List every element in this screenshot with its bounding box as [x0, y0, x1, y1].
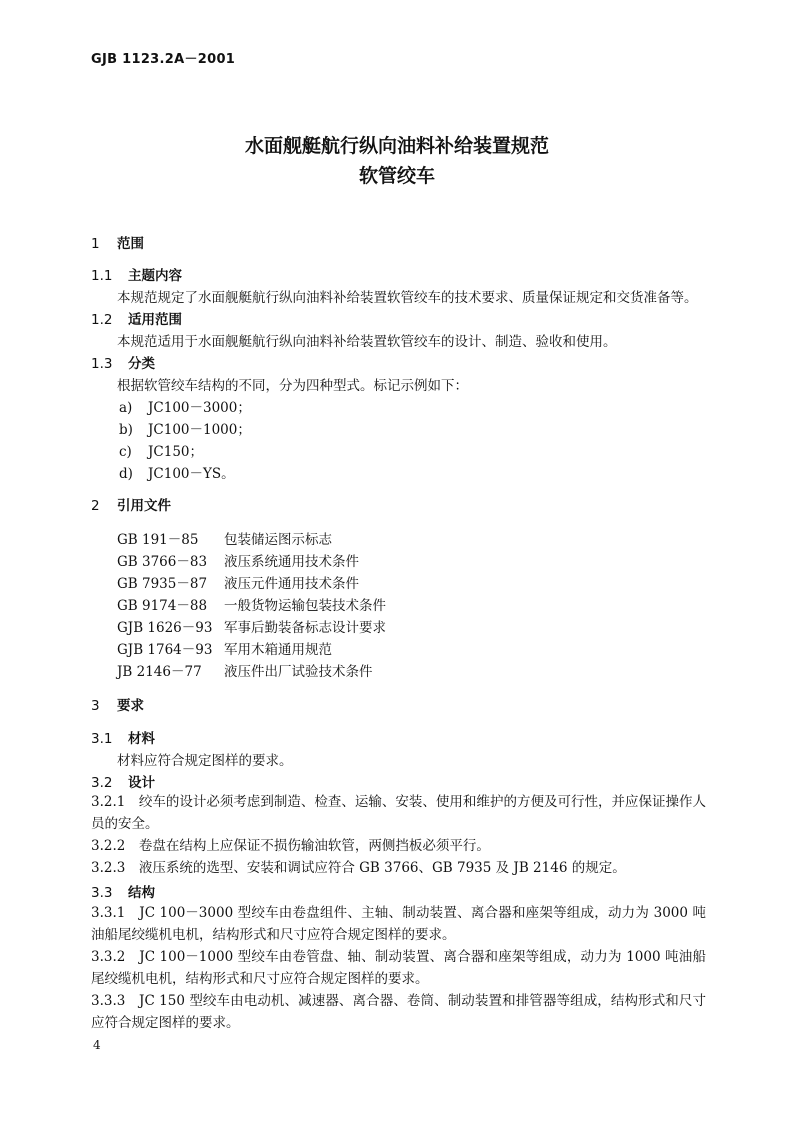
section-number: 1.2 — [91, 312, 113, 328]
section-label: 主题内容 — [128, 268, 182, 284]
section-1-1-heading — [91, 264, 182, 284]
list-item — [119, 418, 251, 438]
list-mark: d) — [119, 466, 133, 482]
section-1-1-text: 本规范规定了水面舰艇航行纵向油料补给装置软管绞车的技术要求、质量保证规定和交货准备等。 — [117, 290, 698, 306]
section-label: 要求 — [117, 698, 144, 714]
section-number: 1.3 — [91, 356, 113, 372]
clause-3-2-3: 3.2.3 液压系统的选型、安装和调试应符合 GB 3766、GB 7935 及 JB 2146 的规定。 — [91, 860, 626, 876]
reference-name: 一般货物运输包装技术条件 — [224, 598, 386, 614]
section-1-3-heading — [91, 352, 155, 372]
section-1-heading — [91, 232, 144, 252]
clause-3-2-2: 3.2.2 卷盘在结构上应保证不损伤输油软管，两侧挡板必须平行。 — [91, 838, 490, 854]
section-3-3-heading — [91, 881, 155, 901]
section-number: 3.2 — [91, 775, 113, 791]
reference-code: GB 3766－83 — [117, 554, 208, 570]
list-text: JC100－YS。 — [148, 466, 235, 482]
reference-code: GB 7935－87 — [117, 576, 208, 592]
reference-name: 液压元件通用技术条件 — [224, 576, 359, 592]
section-label: 材料 — [128, 731, 155, 747]
section-1-3-intro: 根据软管绞车结构的不同，分为四种型式。标记示例如下： — [117, 378, 468, 394]
clause-3-3-3: 3.3.3 JC 150 型绞车由电动机、减速器、离合器、卷筒、制动装置和排管器等组成，结构形式和尺寸应符合规定图样的要求。 — [91, 993, 706, 1031]
clause-3-3-1: 3.3.1 JC 100－3000 型绞车由卷盘组件、主轴、制动装置、离合器和座架等组成，动力为 3000 吨油船尾绞缆机电机，结构形式和尺寸应符合规定图样的要求。 — [91, 905, 706, 943]
list-text: JC150； — [148, 444, 204, 460]
section-label: 引用文件 — [117, 498, 171, 514]
reference-name: 军事后勤装备标志设计要求 — [224, 620, 386, 636]
section-number: 1.1 — [91, 268, 113, 284]
reference-code: JB 2146－77 — [117, 664, 202, 680]
list-text: JC100－3000； — [148, 400, 251, 416]
section-2-heading — [91, 494, 171, 514]
document-title: 水面舰艇航行纵向油料补给装置规范 — [244, 135, 549, 157]
section-label: 适用范围 — [128, 312, 182, 328]
list-mark: a) — [119, 400, 133, 416]
reference-name: 军用木箱通用规范 — [224, 642, 332, 658]
section-3-heading — [91, 694, 144, 714]
reference-code: GB 191－85 — [117, 532, 199, 548]
section-number: 3 — [91, 698, 100, 714]
list-text: JC100－1000； — [148, 422, 251, 438]
reference-code: GB 9174－88 — [117, 598, 208, 614]
section-3-1-heading — [91, 727, 155, 747]
reference-name: 包装储运图示标志 — [224, 532, 332, 548]
reference-code: GJB 1764－93 — [117, 642, 213, 658]
section-label: 设计 — [128, 775, 155, 791]
section-1-2-heading — [91, 308, 182, 328]
reference-name: 液压系统通用技术条件 — [224, 554, 359, 570]
clause-3-3-2: 3.3.2 JC 100－1000 型绞车由卷管盘、轴、制动装置、离合器和座架等组成，动力为 1000 吨油船尾绞缆机电机，结构形式和尺寸应符合规定图样的要求。 — [91, 949, 706, 987]
section-3-1-text: 材料应符合规定图样的要求。 — [117, 753, 293, 769]
section-number: 3.3 — [91, 885, 113, 901]
section-label: 范围 — [117, 236, 144, 252]
list-item — [119, 396, 251, 416]
reference-code: GJB 1626－93 — [117, 620, 213, 636]
section-label: 分类 — [128, 356, 155, 372]
document-subtitle: 软管绞车 — [358, 165, 435, 187]
section-1-2-text: 本规范适用于水面舰艇航行纵向油料补给装置软管绞车的设计、制造、验收和使用。 — [117, 334, 617, 350]
list-item — [119, 440, 203, 460]
section-number: 1 — [91, 236, 100, 252]
list-mark: c) — [119, 444, 132, 460]
section-number: 3.1 — [91, 731, 113, 747]
list-mark: b) — [119, 422, 133, 438]
section-number: 2 — [91, 498, 100, 514]
clause-3-2-1: 3.2.1 绞车的设计必须考虑到制造、检查、运输、安装、使用和维护的方便及可行性，并应保证操作人员的安全。 — [91, 794, 706, 832]
section-3-2-heading — [91, 771, 155, 791]
page-number: 4 — [93, 1038, 101, 1052]
standard-code: GJB 1123.2A－2001 — [91, 52, 236, 67]
list-item — [119, 462, 235, 482]
reference-name: 液压件出厂试验技术条件 — [224, 664, 373, 680]
section-label: 结构 — [128, 885, 155, 901]
